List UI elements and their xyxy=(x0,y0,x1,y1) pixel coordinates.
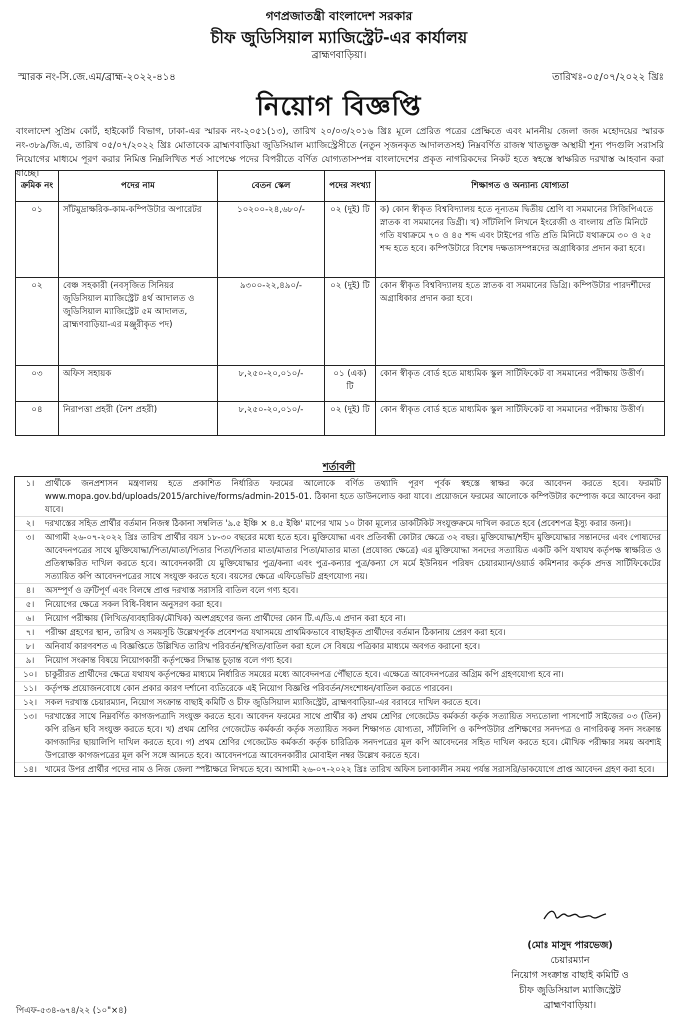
row-post-name: নিরাপত্তা প্রহরী (নৈশ প্রহরী) xyxy=(59,402,218,436)
list-item xyxy=(15,517,667,531)
header-pay-scale: বেতন স্কেল xyxy=(218,171,325,202)
list-item xyxy=(15,584,667,598)
list-item xyxy=(15,682,667,696)
list-item xyxy=(15,696,667,710)
header-serial: ক্রমিক নং xyxy=(16,171,59,202)
list-item xyxy=(15,710,667,763)
list-item xyxy=(15,477,667,517)
list-item xyxy=(15,626,667,640)
row-post-name: সাঁটমুদ্রাক্ষরিক-কাম-কম্পিউটার অপারেটর xyxy=(59,202,218,278)
condition-text: চাকুরীরত প্রার্থীদের ক্ষেত্রে যথাযথ কর্তৃপক্ষের মাধ্যমে নির্ধারিত সময়ের মধ্যে আবেদনপত্র পৌঁছাতে হবে। এক্ষেত্রে আবেদনপত্রের অগ্রিম কপি গ্রহণযোগ্য হবে না। xyxy=(45,669,564,679)
table-row xyxy=(16,366,665,402)
condition-text: খামের উপর প্রার্থীর পদের নাম ও নিজ জেলা স্পষ্টাক্ষরে লিখতে হবে। আগামী ২৬-০৭-২০২২ খ্রিঃ তারিখ অফিস চলাকালীন সময় পর্যন্ত সরাসরি/ডাকযোগে প্রাপ্ত আবেদন গ্রহণ করা হবে। xyxy=(45,764,655,774)
row-post-count: ০২ (দুই) টি xyxy=(325,278,376,366)
condition-number: ১৩। xyxy=(23,711,37,721)
signatory-office: চীফ জুডিসিয়াল ম্যাজিস্ট্রেট xyxy=(519,985,621,996)
condition-text: অনিবার্য কারণবশত এ বিজ্ঞপ্তিতে উল্লিখিত তারিখ পরিবর্তন/স্থগিত/বাতিল করা হলে সে বিষয়ে পত্রিকার মাধ্যমে অবগত করানো হবে। xyxy=(45,641,480,651)
condition-text: দরখাস্তের সাথে নিম্নবর্ণিত কাগজপত্রাদি সংযুক্ত করতে হবে। আবেদন ফরমের সাথে প্রার্থীর ক) প্রথম শ্রেণির গেজেটেড কর্মকর্তা কর্তৃক সত্যায়িত সদ্যতোলা পাসপোর্ট সাইজের ০৩ (তিন) কপি রঙিন ছবি সংযুক্ত করতে হবে। খ) প্রথম শ্রেণির গেজেটেড কর্মকর্তা কর্তৃক সত্যায়িত সকল শিক্ষাগত যোগ্যতা, সাঁটলিপি ও কম্পিউটার প্রশিক্ষণের সনদপত্র ও নাগরিকত্ব সনদ সংক্রান্ত কাগজাদির ছায়ালিপি দাখিল করতে হবে। গ) প্রথম শ্রেণির গেজেটেড কর্মকর্তা কর্তৃক চারিত্রিক সনদপত্রের মূল কপি আবেদনের সহিত দাখিল করতে হবে। মৌখিক পরীক্ষার সময় অবশ্যই উপরোক্ত কাগজপত্রের মূল কপি সঙ্গে আনতে হবে। আবেদনপত্রে আবেদনকারীর মোবাইল নম্বর উল্লেখ করতে হবে। xyxy=(45,711,661,760)
condition-text: নিয়োগ সংক্রান্ত বিষয়ে নিয়োগকারী কর্তৃপক্ষের সিদ্ধান্ত চূড়ান্ত বলে গণ্য হবে। xyxy=(45,655,293,665)
row-serial: ০২ xyxy=(16,278,59,366)
header-post-count: পদের সংখ্যা xyxy=(325,171,376,202)
table-header-row xyxy=(16,171,665,202)
condition-number: ১৪। xyxy=(23,764,37,774)
memo-number: স্মারক নং-সি.জে.এম/ব্রাহ্ম-২০২২-৪১৪ xyxy=(18,72,176,83)
signatory-designation: চেয়ারম্যান xyxy=(550,955,590,966)
print-code: পিএফ-৫৩৪-৬৭৪/২২ (১০"×৪) xyxy=(16,1006,127,1016)
row-post-name: বেঞ্চ সহকারী (নবসৃজিত সিনিয়র জুডিসিয়াল ম্যাজিস্ট্রেট ৪র্থ আদালত ও জুডিসিয়াল ম্যাজিস্ট্রেট ৫ম আদালত, ব্রাহ্মণবাড়িয়া-এর মঞ্জুরীকৃত পদ) xyxy=(59,278,218,366)
row-post-count: ০২ (দুই) টি xyxy=(325,202,376,278)
government-name: গণপ্রজাতন্ত্রী বাংলাদেশ সরকার xyxy=(265,9,413,23)
condition-text: দরখাস্তের সহিত প্রার্থীর বর্তমান নিজস্ব ঠিকানা সম্বলিত '৯.৫ ইঞ্চি × ৪.৫ ইঞ্চি' মাপের খাম ১০ টাকা মূল্যের ডাকটিকিট সংযুক্তক্রমে দাখিল করতে হবে (প্রবেশপত্র ইস্যু করার জন্য)। xyxy=(45,518,631,528)
office-district: ব্রাহ্মণবাড়িয়া। xyxy=(311,50,367,61)
condition-number: ১। xyxy=(25,478,35,488)
row-serial: ০৪ xyxy=(16,402,59,436)
condition-text: নিয়োগ পরীক্ষায় (লিখিত/ব্যবহারিক/মৌখিক) অংশগ্রহণের জন্য প্রার্থীদের কোন টি.এ/ডি.এ প্রদান করা হবে না। xyxy=(45,613,406,623)
header-post-name: পদের নাম xyxy=(59,171,218,202)
handwritten-signature xyxy=(540,905,610,925)
condition-text: নিয়োগের ক্ষেত্রে সকল বিধি-বিধান অনুসরণ করা হবে। xyxy=(45,599,223,609)
row-pay-scale: ৮,২৫০-২০,০১০/- xyxy=(218,402,325,436)
header-qualification: শিক্ষাগত ও অন্যান্য যোগ্যতা xyxy=(376,171,665,202)
condition-text: অসম্পূর্ণ ও ত্রুটিপূর্ণ এবং বিলম্বে প্রাপ্ত দরখাস্ত সরাসরি বাতিল বলে গণ্য হবে। xyxy=(45,585,299,595)
row-qualification: কোন স্বীকৃত বোর্ড হতে মাধ্যমিক স্কুল সার্টিফিকেট বা সমমানের পরীক্ষায় উত্তীর্ণ। xyxy=(376,366,665,402)
condition-text: প্রার্থীকে জনপ্রশাসন মন্ত্রণালয় হতে প্রকাশিত নির্ধারিত ফরমের আলোকে বর্ণিত তথ্যাদি পূরণ পূর্বক স্বহস্তে স্বাক্ষর করে আবেদন করতে হবে। ফরমটি www.mopa.gov.bd/uploads/2015/archive/forms/admin-2015-01. ঠিকানা হতে ডাউনলোড করা যাবে। প্রয়োজনে ফরমের আলোকে কম্পিউটার কম্পোজ করে আবেদন করা যাবে। xyxy=(45,478,661,514)
row-pay-scale: ১০২০০-২৪,৬৮০/- xyxy=(218,202,325,278)
signatory-block xyxy=(470,938,670,1013)
notice-date: তারিখঃ-০৫/০৭/২০২২ খ্রিঃ xyxy=(552,72,664,83)
list-item xyxy=(15,598,667,612)
condition-number: ৫। xyxy=(25,599,35,609)
posts-table xyxy=(15,170,665,436)
row-pay-scale: ৯৩০০-২২,৪৯০/- xyxy=(218,278,325,366)
row-serial: ০৩ xyxy=(16,366,59,402)
condition-text: কর্তৃপক্ষ প্রয়োজনবোধে কোন প্রকার কারণ দর্শানো ব্যতিরেকে এই নিয়োগ বিজ্ঞপ্তি পরিবর্তন/সংশোধন/বাতিল করতে পারবেন। xyxy=(45,683,453,693)
row-post-count: ০২ (দুই) টি xyxy=(325,402,376,436)
office-name: চীফ জুডিসিয়াল ম্যাজিস্ট্রেট-এর কার্যালয় xyxy=(210,28,468,47)
table-row xyxy=(16,278,665,366)
condition-text: পরীক্ষা গ্রহণের স্থান, তারিখ ও সময়সূচি উল্লেখপূর্বক প্রবেশপত্র যথাসময়ে প্রাথমিকভাবে বাছাইকৃত প্রার্থীদের বর্তমান ঠিকানায় প্রেরণ করা হবে। xyxy=(45,627,506,637)
list-item xyxy=(15,763,667,776)
condition-number: ১০। xyxy=(23,669,37,679)
condition-number: ৩। xyxy=(25,532,35,542)
list-item xyxy=(15,654,667,668)
row-serial: ০১ xyxy=(16,202,59,278)
condition-text: আগামী ২৬-০৭-২০২২ খ্রিঃ তারিখ প্রার্থীর বয়স ১৮-৩০ বছরের মধ্যে হতে হবে। মুক্তিযোদ্ধা এবং প্রতিবন্ধী কোটার ক্ষেত্রে ৩২ বছর। মুক্তিযোদ্ধা/শহীদ মুক্তিযোদ্ধার সন্তানদের এবং পোষ্যদের আবেদনপত্রের সাথে মুক্তিযোদ্ধা/পিতা/মাতা/পিতার পিতা/পিতার মাতা/মাতার পিতা/মাতার মাতা (প্রযোজ্য ক্ষেত্রে) এর মুক্তিযোদ্ধা সনদের সত্যায়িত একটি কপি যথাযথ কর্তৃপক্ষ স্বাক্ষরিত ও প্রতিস্বাক্ষরিত দাখিল করতে হবে। আবেদনকারী যে মুক্তিযোদ্ধার পুত্র/কন্যা এবং পুত্র-কন্যার পুত্র/কন্যা সে মর্মে ইউনিয়ন পরিষদ চেয়ারম্যান/ওয়ার্ড কমিশনার কর্তৃক প্রদত্ত সার্টিফিকেটের সত্যায়িত কপি আবেদনপত্রের সাথে সংযুক্ত করতে হবে। বয়সের ক্ষেত্রে এফিডেভিট গ্রহণযোগ্য নয়। xyxy=(45,532,661,581)
notice-title: নিয়োগ বিজ্ঞপ্তি xyxy=(256,92,422,122)
row-post-count: ০১ (এক) টি xyxy=(325,366,376,402)
conditions-list xyxy=(14,476,668,777)
row-post-name: অফিস সহায়ক xyxy=(59,366,218,402)
signatory-name: (মোঃ মাসুদ পারভেজ) xyxy=(527,940,613,951)
condition-number: ৯। xyxy=(25,655,35,665)
row-qualification: কোন স্বীকৃত বোর্ড হতে মাধ্যমিক স্কুল সার্টিফিকেট বা সমমানের পরীক্ষায় উত্তীর্ণ। xyxy=(376,402,665,436)
condition-number: ৮। xyxy=(25,641,35,651)
condition-text: সকল দরখাস্ত চেয়ারম্যান, নিয়োগ সংক্রান্ত বাছাই কমিটি ও চীফ জুডিসিয়াল ম্যাজিস্ট্রেট, ব্রাহ্মণবাড়িয়া-এর বরাবরে দাখিল করতে হবে। xyxy=(45,697,481,707)
condition-number: ১১। xyxy=(23,683,37,693)
condition-number: ৬। xyxy=(25,613,35,623)
signatory-district: ব্রাহ্মণবাড়িয়া। xyxy=(543,1000,597,1011)
row-qualification: ক) কোন স্বীকৃত বিশ্ববিদ্যালয় হতে নূন্যতম দ্বিতীয় শ্রেণি বা সমমানের সিজিপিএতে স্নাতক বা সমমানের ডিগ্রী। খ) সাঁটলিপি লিখনে ইংরেজী ও বাংলায় প্রতি মিনিটে গতি যথাক্রমে ৭০ ও ৪৫ শব্দ এবং টাইপের গতি প্রতি মিনিটে যথাক্রমে ৩০ ও ২৫ শব্দ হতে হবে। কম্পিউটারে বিশেষ দক্ষতাসম্পন্নদের অগ্রাধিকার প্রদান করা হবে। xyxy=(376,202,665,278)
table-row xyxy=(16,402,665,436)
list-item xyxy=(15,640,667,654)
condition-number: ৪। xyxy=(25,585,35,595)
conditions-heading: শর্তাবলী xyxy=(322,462,356,473)
condition-number: ২। xyxy=(25,518,35,528)
condition-number: ৭। xyxy=(25,627,35,637)
intro-paragraph: বাংলাদেশ সুপ্রিম কোর্ট, হাইকোর্ট বিভাগ, ঢাকা-এর স্মারক নং-২০৫১(১৩), তারিখ ২০/০৩/২০১৬ খ্রিঃ মূলে প্রেরিত পত্রের প্রেক্ষিতে এবং মাননীয় জেলা জজ মহোদয়ের স্মারক নং-৩৮৯/জি.এ, তারিখ ০৫/০৭/২০২২ খ্রিঃ মোতাবেক ব্রাহ্মণবাড়িয়া জুডিসিয়াল ম্যাজিস্ট্রেসীতে (নতুন সৃজনকৃত আদালতসহ) নিম্নবর্ণিত রাজস্ব খাতভুক্ত অস্থায়ী শূন্য পদগুলি সরাসরি নিয়োগের মাধ্যমে পূরণ করার নিমিত্ত নিম্নলিখিত শর্ত সাপেক্ষে পদের বিপরীতে বর্ণিত যোগ্যতাসম্পন্ন বাংলাদেশের প্রকৃত নাগরিকদের নিকট হতে স্বহস্তে স্বাক্ষরিত দরখাস্ত আহবান করা যাচ্ছে। xyxy=(16,127,664,179)
list-item xyxy=(15,531,667,584)
condition-number: ১২। xyxy=(23,697,37,707)
list-item xyxy=(15,612,667,626)
table-row xyxy=(16,202,665,278)
row-qualification: কোন স্বীকৃত বিশ্ববিদ্যালয় হতে স্নাতক বা সমমানের ডিগ্রি। কম্পিউটার পারদর্শীদের অগ্রাধিকার প্রদান করা হবে। xyxy=(376,278,665,366)
list-item xyxy=(15,668,667,682)
signatory-committee: নিয়োগ সংক্রান্ত বাছাই কমিটি ও xyxy=(511,970,629,981)
row-pay-scale: ৮,২৫০-২০,০১০/- xyxy=(218,366,325,402)
